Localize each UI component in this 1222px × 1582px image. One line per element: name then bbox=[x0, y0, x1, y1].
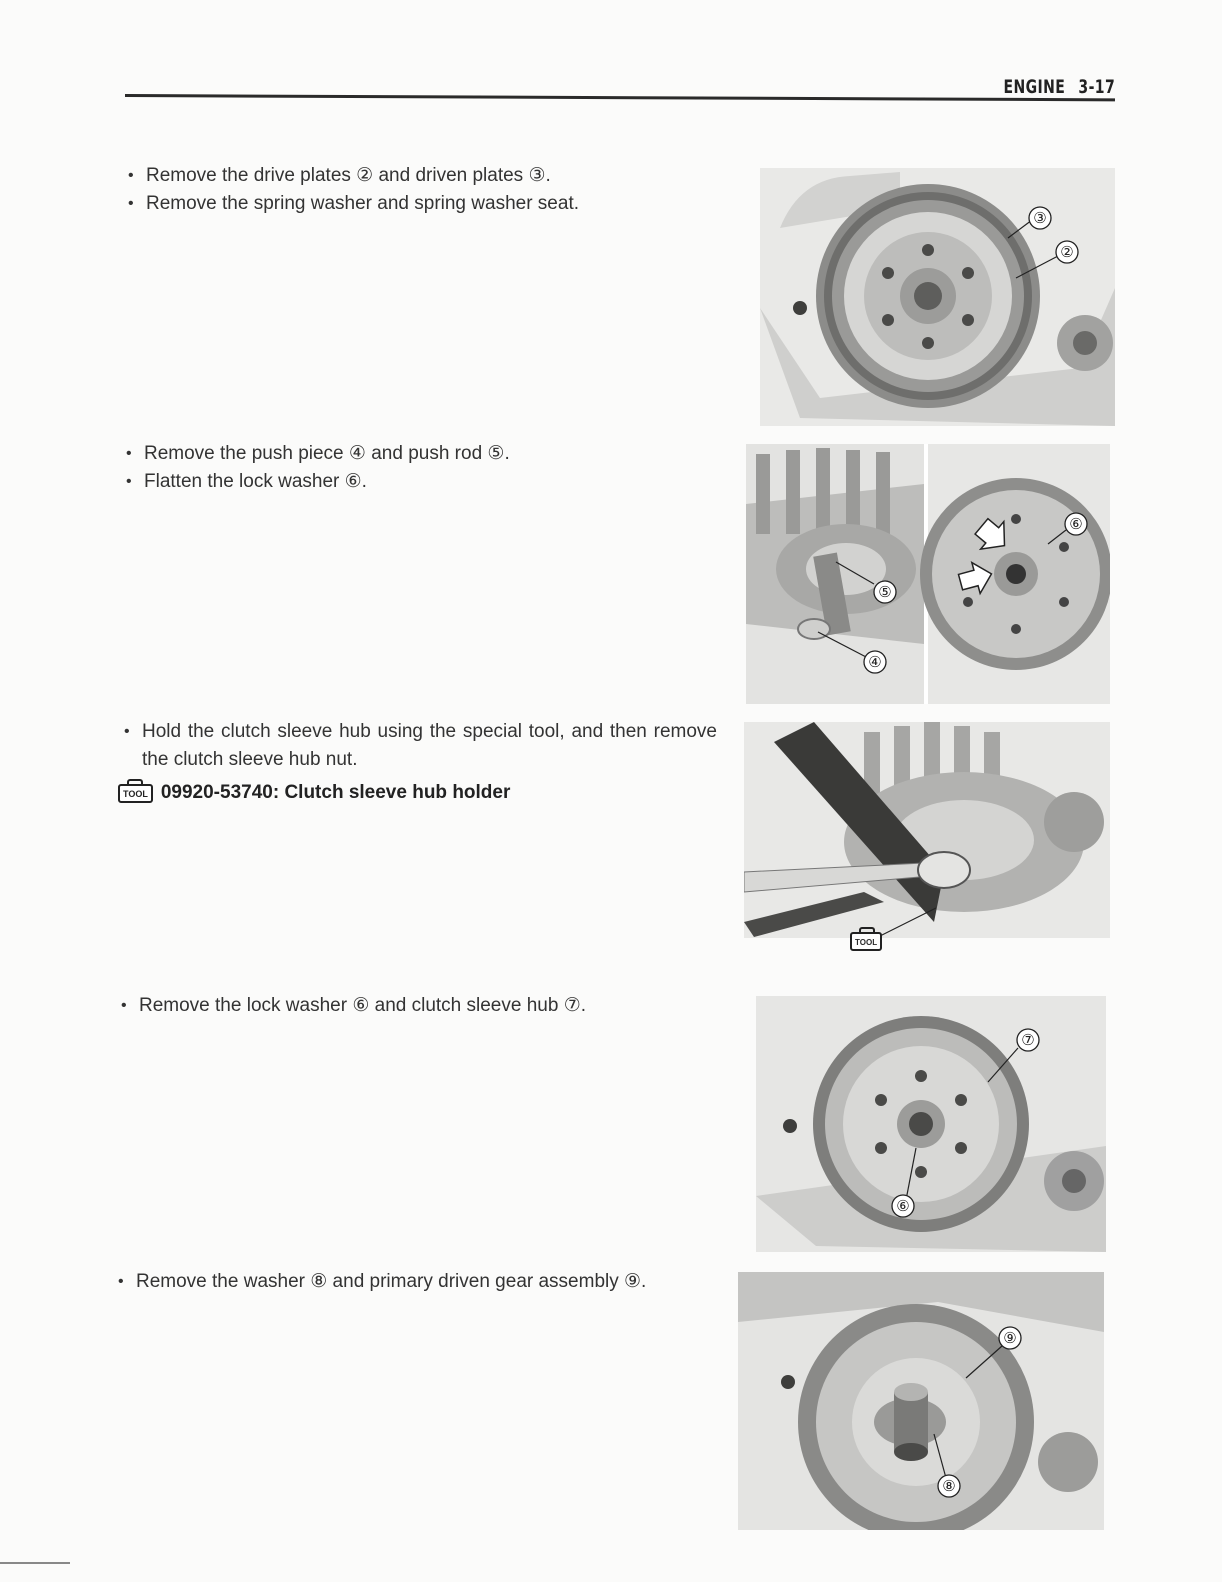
step-3-instructions bbox=[124, 718, 717, 774]
step-2-callout-6: ⑥ bbox=[1069, 515, 1083, 533]
step-5-bullet-1: • Remove the washer ⑧ and primary driven gear assembly ⑨. bbox=[118, 1268, 646, 1296]
step-5-callout-8: ⑧ bbox=[942, 1477, 956, 1495]
header-rule bbox=[125, 94, 1115, 101]
step-4-callout-7: ⑦ bbox=[1021, 1031, 1035, 1049]
step-4-instructions bbox=[121, 992, 586, 1020]
page-header bbox=[125, 74, 1115, 106]
step-2-callout-4: ④ bbox=[868, 653, 882, 671]
step-5-photo-primary-driven-gear bbox=[738, 1272, 1104, 1530]
tool-icon: TOOL bbox=[118, 784, 153, 803]
section-name: ENGINE bbox=[1003, 76, 1066, 98]
photo-tool-icon: TOOL bbox=[850, 932, 882, 951]
step-1-callout-2: ② bbox=[1060, 243, 1074, 261]
step-3-bullet-1: • Hold the clutch sleeve hub using the special tool, and then remove the clutch sleeve hub nut. bbox=[124, 718, 717, 774]
page-number: 3-17 bbox=[1078, 76, 1115, 98]
step-4-callout-6: ⑥ bbox=[896, 1197, 910, 1215]
step-2-bullet-2: • Flatten the lock washer ⑥. bbox=[126, 468, 510, 496]
step-4-photo-clutch-sleeve-hub bbox=[756, 996, 1106, 1252]
step-1-instructions bbox=[128, 162, 579, 218]
special-tool-label: 09920-53740: Clutch sleeve hub holder bbox=[160, 782, 511, 803]
scan-edge-mark bbox=[0, 1562, 70, 1564]
step-1-bullet-2: • Remove the spring washer and spring washer seat. bbox=[128, 190, 579, 218]
step-2-callout-5: ⑤ bbox=[878, 583, 892, 601]
header-title bbox=[1003, 76, 1115, 98]
step-1-callout-3: ③ bbox=[1033, 209, 1047, 227]
step-5-instructions bbox=[118, 1268, 646, 1296]
step-2-photo-push-rod-lock-washer bbox=[746, 444, 1110, 704]
special-tool-line bbox=[118, 782, 510, 804]
step-4-bullet-1: • Remove the lock washer ⑥ and clutch sleeve hub ⑦. bbox=[121, 992, 586, 1020]
step-2-instructions bbox=[126, 440, 510, 496]
step-2-bullet-1: • Remove the push piece ④ and push rod ⑤. bbox=[126, 440, 510, 468]
step-1-bullet-1: • Remove the drive plates ② and driven plates ③. bbox=[128, 162, 579, 190]
step-3-photo-sleeve-hub-holder bbox=[744, 722, 1110, 958]
step-1-photo-clutch-plates bbox=[760, 168, 1115, 426]
step-5-callout-9: ⑨ bbox=[1003, 1329, 1017, 1347]
